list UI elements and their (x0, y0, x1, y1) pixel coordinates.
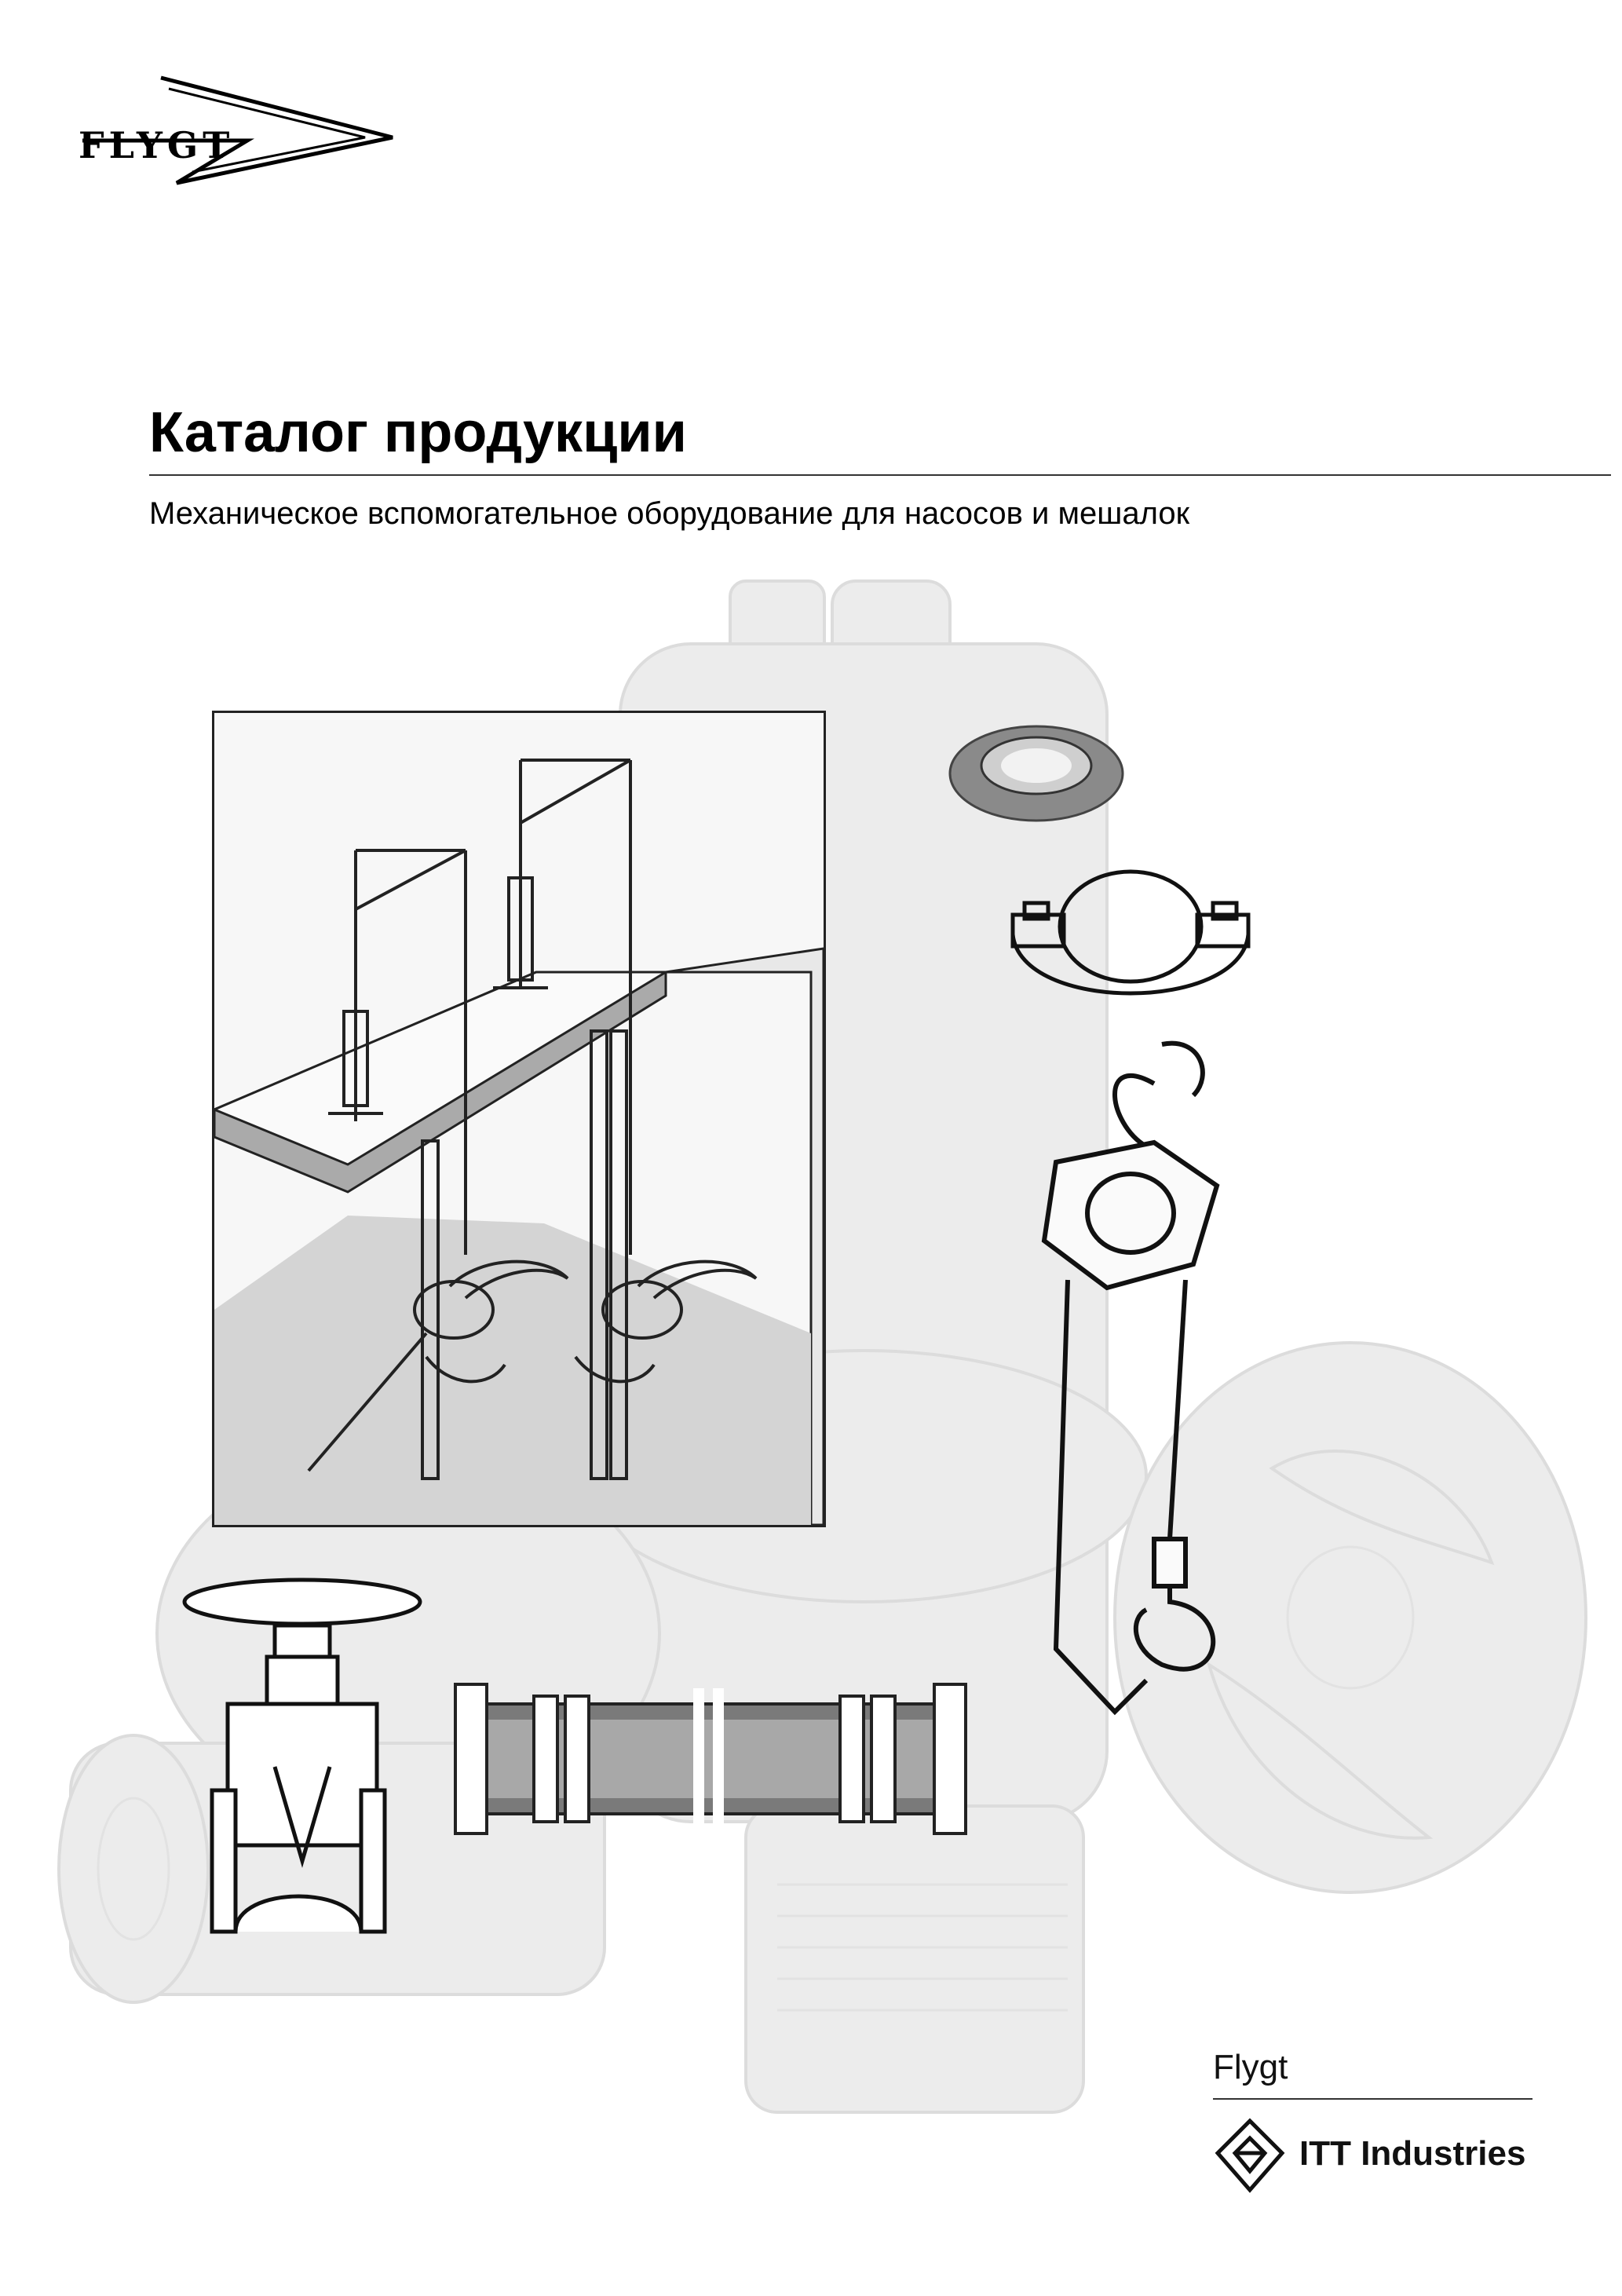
page-subtitle: Механическое вспомогательное оборудование для насосов и мешалок (149, 496, 1190, 531)
pipe-coupling (455, 1684, 966, 1834)
pipe-clamp (1013, 872, 1248, 993)
coupling-ring (950, 726, 1123, 821)
logo-text: FLYGT (79, 124, 235, 166)
itt-diamond-icon (1213, 2116, 1288, 2195)
footer-divider (1213, 2098, 1532, 2100)
company-name: Flygt (1213, 2048, 1288, 2086)
page-title: Каталог продукции (149, 401, 687, 464)
gate-valve (184, 1580, 420, 1932)
parent-company-name: ITT Industries (1299, 2134, 1526, 2173)
chain-hoist (1044, 1044, 1217, 1712)
